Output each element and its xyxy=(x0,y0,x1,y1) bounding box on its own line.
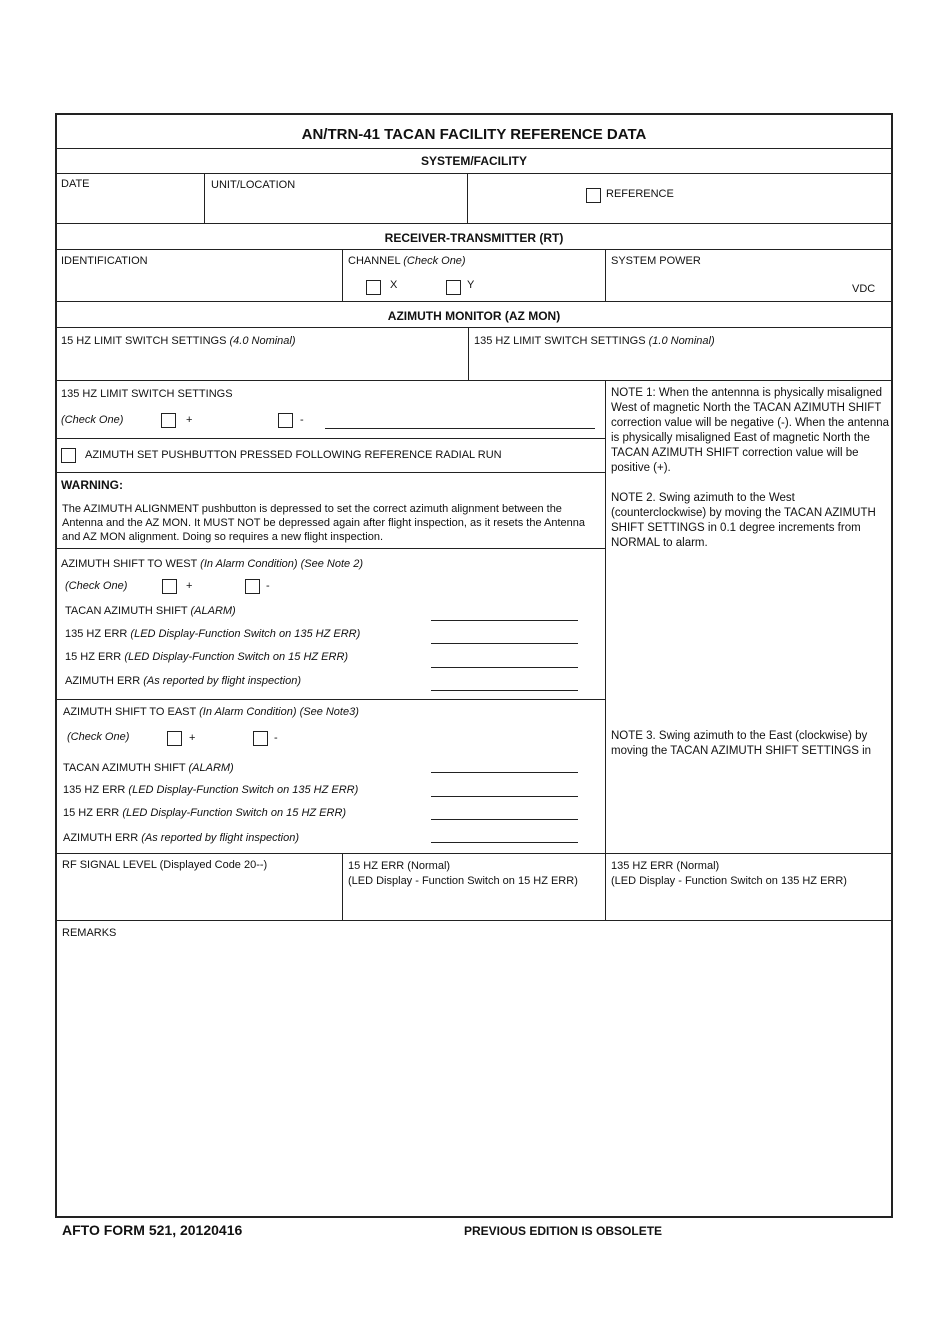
divider xyxy=(55,438,605,439)
unit-location-field[interactable] xyxy=(206,174,466,222)
east-shift-label-text: TACAN AZIMUTH SHIFT xyxy=(63,762,186,774)
minus-label: - xyxy=(274,732,278,744)
east-err135-hint: (LED Display-Function Switch on 135 HZ ERR) xyxy=(128,784,359,796)
west-plus-checkbox[interactable] xyxy=(162,579,177,594)
east-err15-label-text: 15 HZ ERR xyxy=(63,807,120,819)
hz15-normal-label: 15 HZ ERR (Normal) xyxy=(348,860,451,872)
vdc-unit: VDC xyxy=(852,283,876,295)
limit135-field[interactable] xyxy=(470,350,890,378)
west-check-one xyxy=(65,580,127,593)
note-2: NOTE 2. Swing azimuth to the West (counterclockwise) by moving the TACAN AZIMUTH SHIFT SETTINGS in 0.1 degree increments from NORMAL to alarm. xyxy=(611,492,876,549)
divider xyxy=(467,173,468,223)
limit15-label xyxy=(61,335,296,348)
channel-label xyxy=(348,255,466,268)
west-err135-hint: (LED Display-Function Switch on 135 HZ ERR) xyxy=(130,628,361,640)
west-err135-label-text: 135 HZ ERR xyxy=(65,628,128,640)
date-label: DATE xyxy=(61,178,90,190)
divider xyxy=(468,327,469,380)
divider xyxy=(55,472,605,473)
system-facility-header: SYSTEM/FACILITY xyxy=(420,154,527,168)
limit135-minus-checkbox[interactable] xyxy=(278,413,293,428)
west-title-text: AZIMUTH SHIFT TO WEST xyxy=(61,558,198,570)
divider xyxy=(605,249,606,301)
east-azerr-line[interactable] xyxy=(431,842,578,843)
limit135-label xyxy=(474,335,715,348)
limit135-label-text: 135 HZ LIMIT SWITCH SETTINGS xyxy=(474,335,646,347)
az-mon-header: AZIMUTH MONITOR (AZ MON) xyxy=(387,309,561,323)
east-err135-label-text: 135 HZ ERR xyxy=(63,784,126,796)
system-power-field[interactable] xyxy=(607,268,847,298)
east-shift-line[interactable] xyxy=(431,772,578,773)
reference-label: REFERENCE xyxy=(606,188,674,200)
warning-title: WARNING: xyxy=(61,478,123,492)
hz15-normal-field[interactable] xyxy=(344,890,603,918)
east-azerr-hint: (As reported by flight inspection) xyxy=(141,832,299,844)
east-err135-line[interactable] xyxy=(431,796,578,797)
west-err15-label-text: 15 HZ ERR xyxy=(65,651,122,663)
previous-edition-note: PREVIOUS EDITION IS OBSOLETE xyxy=(464,1224,663,1238)
east-err135-label xyxy=(63,784,358,797)
hz135-normal-field[interactable] xyxy=(607,890,890,918)
limit15-field[interactable] xyxy=(56,350,466,378)
east-title xyxy=(63,706,359,719)
divider xyxy=(55,327,893,328)
channel-label-text: CHANNEL xyxy=(348,255,401,267)
channel-hint: (Check One) xyxy=(403,255,466,267)
east-check-one xyxy=(67,731,129,744)
east-title-hint: (In Alarm Condition) (See Note3) xyxy=(199,706,359,718)
west-err15-hint: (LED Display-Function Switch on 15 HZ ERR) xyxy=(124,651,349,663)
azimuth-set-checkbox[interactable] xyxy=(61,448,76,463)
reference-checkbox[interactable] xyxy=(586,188,601,203)
channel-x-label: X xyxy=(390,279,398,291)
west-title xyxy=(61,558,363,571)
west-err15-line[interactable] xyxy=(431,667,578,668)
check-one-hint: (Check One) xyxy=(61,414,124,426)
form-title: AN/TRN-41 TACAN FACILITY REFERENCE DATA xyxy=(301,126,647,143)
date-field[interactable] xyxy=(56,174,204,222)
divider xyxy=(55,548,605,549)
limit15-hint: (4.0 Nominal) xyxy=(229,335,296,347)
west-azerr-label-text: AZIMUTH ERR xyxy=(65,675,141,687)
rf-signal-field[interactable] xyxy=(57,875,339,917)
east-shift-label xyxy=(63,762,234,775)
check-one-hint: (Check One) xyxy=(67,731,130,743)
west-shift-label-text: TACAN AZIMUTH SHIFT xyxy=(65,605,188,617)
hz135-normal-label: 135 HZ ERR (Normal) xyxy=(611,860,720,872)
east-title-text: AZIMUTH SHIFT TO EAST xyxy=(63,706,197,718)
divider xyxy=(55,301,893,302)
check-one-hint: (Check One) xyxy=(65,580,128,592)
remarks-label: REMARKS xyxy=(62,927,117,939)
form-number: AFTO FORM 521, 20120416 xyxy=(62,1222,243,1238)
west-err15-label xyxy=(65,651,348,664)
channel-y-checkbox[interactable] xyxy=(446,280,461,295)
divider xyxy=(55,380,893,381)
west-azerr-hint: (As reported by flight inspection) xyxy=(143,675,301,687)
rf-signal-label: RF SIGNAL LEVEL (Displayed Code 20--) xyxy=(62,859,268,871)
east-minus-checkbox[interactable] xyxy=(253,731,268,746)
limit135-settings-label: 135 HZ LIMIT SWITCH SETTINGS xyxy=(61,388,233,400)
divider xyxy=(55,148,893,149)
unit-location-label: UNIT/LOCATION xyxy=(211,179,296,191)
rt-header: RECEIVER-TRANSMITTER (RT) xyxy=(384,231,564,245)
channel-y-label: Y xyxy=(467,279,475,291)
west-err135-line[interactable] xyxy=(431,643,578,644)
note-3: NOTE 3. Swing azimuth to the East (clockwise) by moving the TACAN AZIMUTH SHIFT SETTINGS in xyxy=(611,730,872,757)
divider xyxy=(342,249,343,301)
east-err15-label xyxy=(63,807,346,820)
hz15-normal-sublabel: (LED Display - Function Switch on 15 HZ ERR) xyxy=(348,875,578,887)
limit135-hint: (1.0 Nominal) xyxy=(648,335,715,347)
plus-label: + xyxy=(186,414,193,426)
plus-label: + xyxy=(189,732,196,744)
east-shift-hint: (ALARM) xyxy=(188,762,234,774)
limit135-value-line[interactable] xyxy=(325,428,595,429)
note-1: NOTE 1: When the antennna is physically misaligned West of magnetic North the TACAN AZIMUTH SHIFT correction value will be negative (-). When the antenna is physically misaligned East of magnetic North the TACAN AZIMUTH SHIFT correction value will be positive (+). xyxy=(611,387,890,474)
divider xyxy=(55,853,893,854)
limit135-check-one xyxy=(61,414,123,427)
identification-label: IDENTIFICATION xyxy=(61,255,148,267)
east-plus-checkbox[interactable] xyxy=(167,731,182,746)
divider xyxy=(605,853,606,920)
divider xyxy=(55,223,893,224)
limit15-label-text: 15 HZ LIMIT SWITCH SETTINGS xyxy=(61,335,227,347)
divider xyxy=(55,920,893,921)
notes-column-divider xyxy=(605,380,606,853)
west-err135-label xyxy=(65,628,360,641)
west-title-hint: (In Alarm Condition) (See Note 2) xyxy=(200,558,363,570)
east-azerr-label-text: AZIMUTH ERR xyxy=(63,832,139,844)
west-minus-checkbox[interactable] xyxy=(245,579,260,594)
east-err15-hint: (LED Display-Function Switch on 15 HZ ERR) xyxy=(122,807,347,819)
system-power-label: SYSTEM POWER xyxy=(611,255,701,267)
azimuth-set-label: AZIMUTH SET PUSHBUTTON PRESSED FOLLOWING REFERENCE RADIAL RUN xyxy=(85,449,502,461)
west-azerr-line[interactable] xyxy=(431,690,578,691)
minus-label: - xyxy=(266,580,270,592)
west-shift-hint: (ALARM) xyxy=(190,605,236,617)
east-azerr-label xyxy=(63,832,299,845)
plus-label: + xyxy=(186,580,193,592)
west-shift-label xyxy=(65,605,236,618)
hz135-normal-sublabel: (LED Display - Function Switch on 135 HZ ERR) xyxy=(611,875,847,887)
west-shift-line[interactable] xyxy=(431,620,578,621)
warning-text: The AZIMUTH ALIGNMENT pushbutton is depressed to set the correct azimuth alignment between the Antenna and the AZ MON. It MUST NOT be depressed again after flight inspection, as it resets the Antenna and AZ MON alignment. Doing so requires a new flight inspection. xyxy=(62,503,585,543)
limit135-plus-checkbox[interactable] xyxy=(161,413,176,428)
channel-x-checkbox[interactable] xyxy=(366,280,381,295)
east-err15-line[interactable] xyxy=(431,819,578,820)
west-azerr-label xyxy=(65,675,301,688)
identification-field[interactable] xyxy=(56,250,341,300)
minus-label: - xyxy=(300,414,304,426)
divider xyxy=(204,173,205,223)
remarks-field[interactable] xyxy=(57,942,890,1214)
divider xyxy=(342,853,343,920)
divider xyxy=(55,699,605,700)
